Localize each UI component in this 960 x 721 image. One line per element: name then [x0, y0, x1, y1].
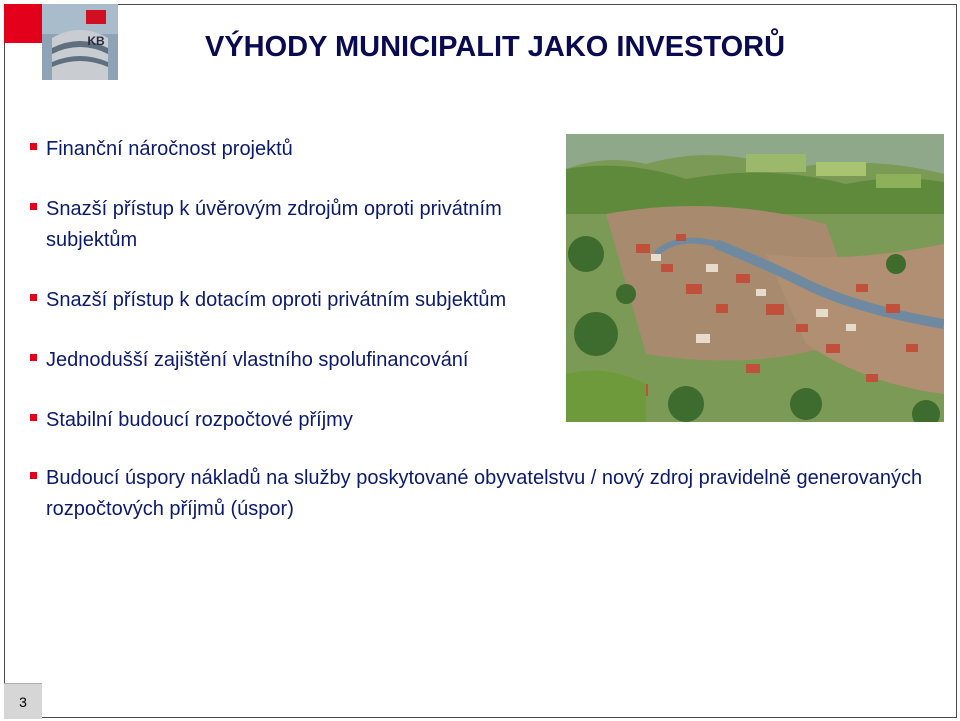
logo-red-block	[4, 4, 44, 43]
kb-logo	[4, 4, 118, 80]
town-aerial-photo-icon	[566, 134, 944, 422]
bullet-marker-icon	[30, 294, 37, 301]
bullet-text: Snazší přístup k dotacím oproti privátním subjektům	[46, 289, 507, 311]
bullet-text: Jednodušší zajištění vlastního spolufinancování	[46, 349, 469, 371]
bullet-marker-icon	[30, 354, 37, 361]
bullet-text: Snazší přístup k úvěrovým zdrojům oproti privátním subjektům	[46, 198, 502, 251]
bullet-marker-icon	[30, 143, 37, 150]
bullet-marker-icon	[30, 414, 37, 421]
bullet-item	[30, 285, 546, 316]
kb-building-logo-icon	[42, 4, 118, 80]
logo-text: KB	[87, 34, 105, 48]
bullet-text: Stabilní budoucí rozpočtové příjmy	[46, 409, 353, 431]
bullet-marker-icon	[30, 203, 37, 210]
bullet-item	[30, 194, 546, 256]
bullet-item	[30, 463, 926, 525]
slide-title: VÝHODY MUNICIPALIT JAKO INVESTORŮ	[205, 31, 786, 63]
bullet-text: Budoucí úspory nákladů na služby poskytované obyvatelstvu / nový zdroj pravidelně generovaných rozpočtových příjmů (úspor)	[46, 467, 923, 520]
page-number: 3	[4, 683, 42, 719]
town-aerial-photo	[566, 134, 944, 422]
bullet-marker-icon	[30, 472, 37, 479]
bullet-text: Finanční náročnost projektů	[46, 138, 293, 160]
